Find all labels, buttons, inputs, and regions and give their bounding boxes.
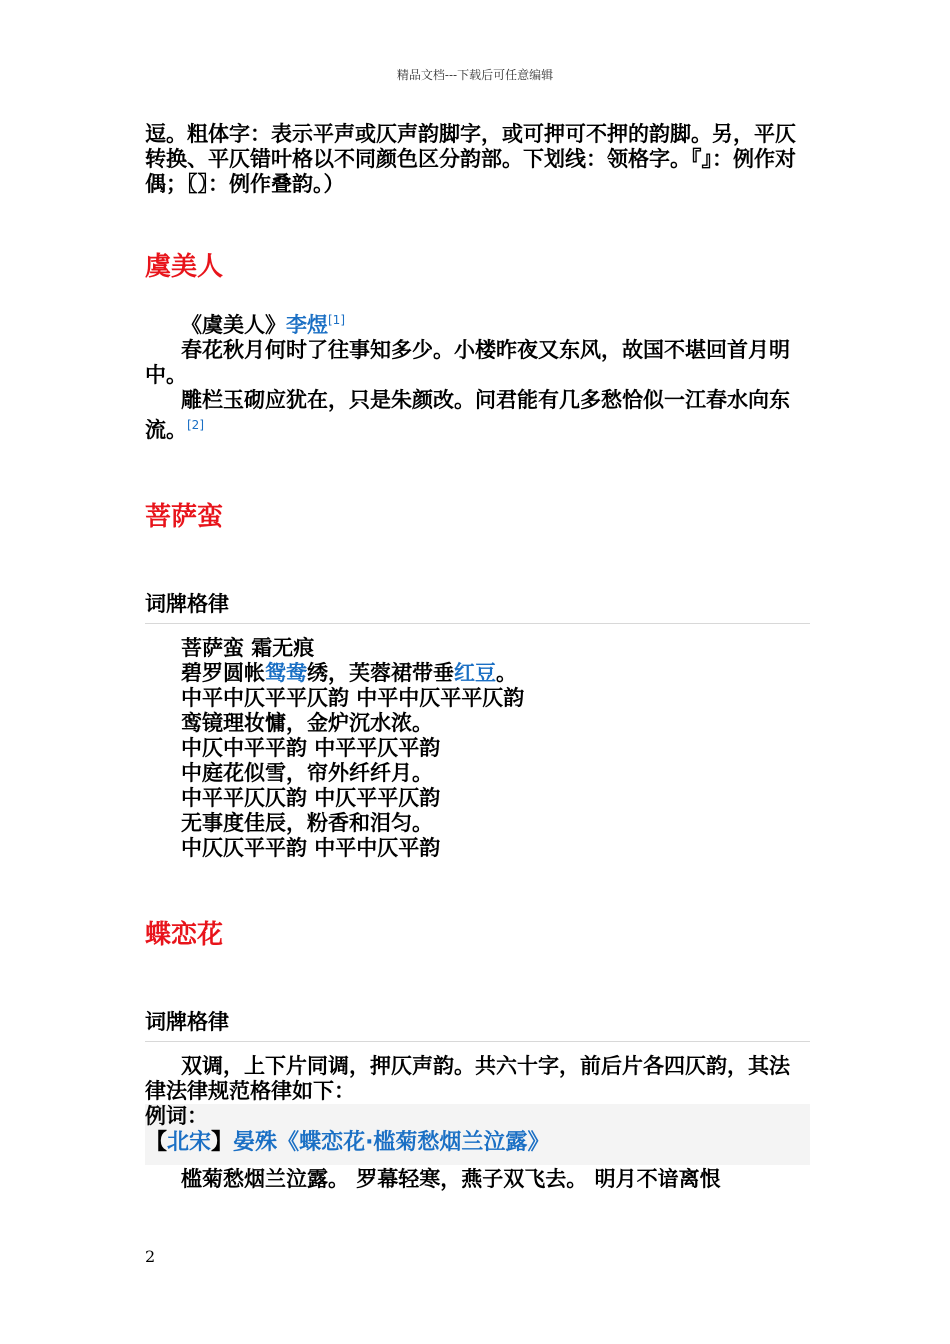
subheading-cipai-gelv-2: 词牌格律 — [145, 1009, 810, 1042]
poem-line: 菩萨蛮 霜无痕 — [181, 636, 315, 660]
poem-line: 槛菊愁烟兰泣露。 罗幕轻寒，燕子双飞去。 明月不谙离恨 — [181, 1167, 721, 1191]
poem-title: 《虞美人》 — [181, 313, 286, 337]
footnote-2[interactable]: [2] — [187, 418, 204, 432]
author-link[interactable]: 李煜 — [286, 313, 328, 337]
meter-line: 中平平仄仄韵 中仄平平仄韵 — [181, 786, 441, 810]
section-heading-dielianhua: 蝶恋花 — [145, 920, 224, 950]
poem-line: 无事度佳辰，粉香和泪匀。 — [181, 811, 433, 835]
page-header: 精品文档---下载后可任意编辑 — [396, 68, 554, 82]
example-label: 例词： — [145, 1104, 208, 1128]
poet-link[interactable]: 晏殊 — [233, 1130, 278, 1155]
meter-line: 中平中仄平平仄韵 中平中仄平平仄韵 — [181, 686, 525, 710]
poem-line: 碧罗圆帐鸳鸯绣，芙蓉裙带垂红豆。 — [181, 661, 517, 685]
dynasty-link[interactable]: 北宋 — [167, 1130, 212, 1155]
poem-stanza-2: 雕栏玉砌应犹在，只是朱颜改。问君能有几多愁恰似一江春水向东流。[2] — [145, 388, 790, 442]
meter-line: 中仄中平平韵 中平平仄平韵 — [181, 736, 441, 760]
document-body — [145, 122, 810, 1192]
section-heading-pusaman: 菩萨蛮 — [145, 502, 224, 532]
footnote-1[interactable]: [1] — [328, 313, 345, 327]
page-number: 2 — [145, 1247, 156, 1266]
poem-stanza-1: 春花秋月何时了往事知多少。小楼昨夜又东风，故国不堪回首月明中。 — [145, 338, 790, 387]
section-heading-yumeiren: 虞美人 — [145, 252, 224, 282]
example-box — [145, 1104, 810, 1165]
intro-paragraph: 逗。粗体字：表示平声或仄声韵脚字，或可押可不押的韵脚。另，平仄转换、平仄错叶格以不同颜色区分韵部。下划线：领格字。『』：例作对偶；〖〗：例作叠韵。） — [145, 122, 796, 196]
format-description: 双调，上下片同调，押仄声韵。共六十字，前后片各四仄韵，其法律法律规范格律如下： — [145, 1054, 790, 1103]
subheading-cipai-gelv-1: 词牌格律 — [145, 591, 810, 624]
poem-line: 鸾镜理妆慵，金炉沉水浓。 — [181, 711, 433, 735]
yuanyang-link[interactable]: 鸳鸯 — [265, 661, 307, 685]
work-link[interactable]: 蝶恋花·槛菊愁烟兰泣露 — [299, 1130, 528, 1155]
example-citation: 【北宋】晏殊《蝶恋花·槛菊愁烟兰泣露》 — [145, 1130, 550, 1155]
meter-line: 中仄仄平平韵 中平中仄平韵 — [181, 836, 441, 860]
poem-line: 中庭花似雪，帘外纤纤月。 — [181, 761, 433, 785]
poem-title-line — [145, 308, 810, 338]
hongdou-link[interactable]: 红豆 — [454, 661, 496, 685]
